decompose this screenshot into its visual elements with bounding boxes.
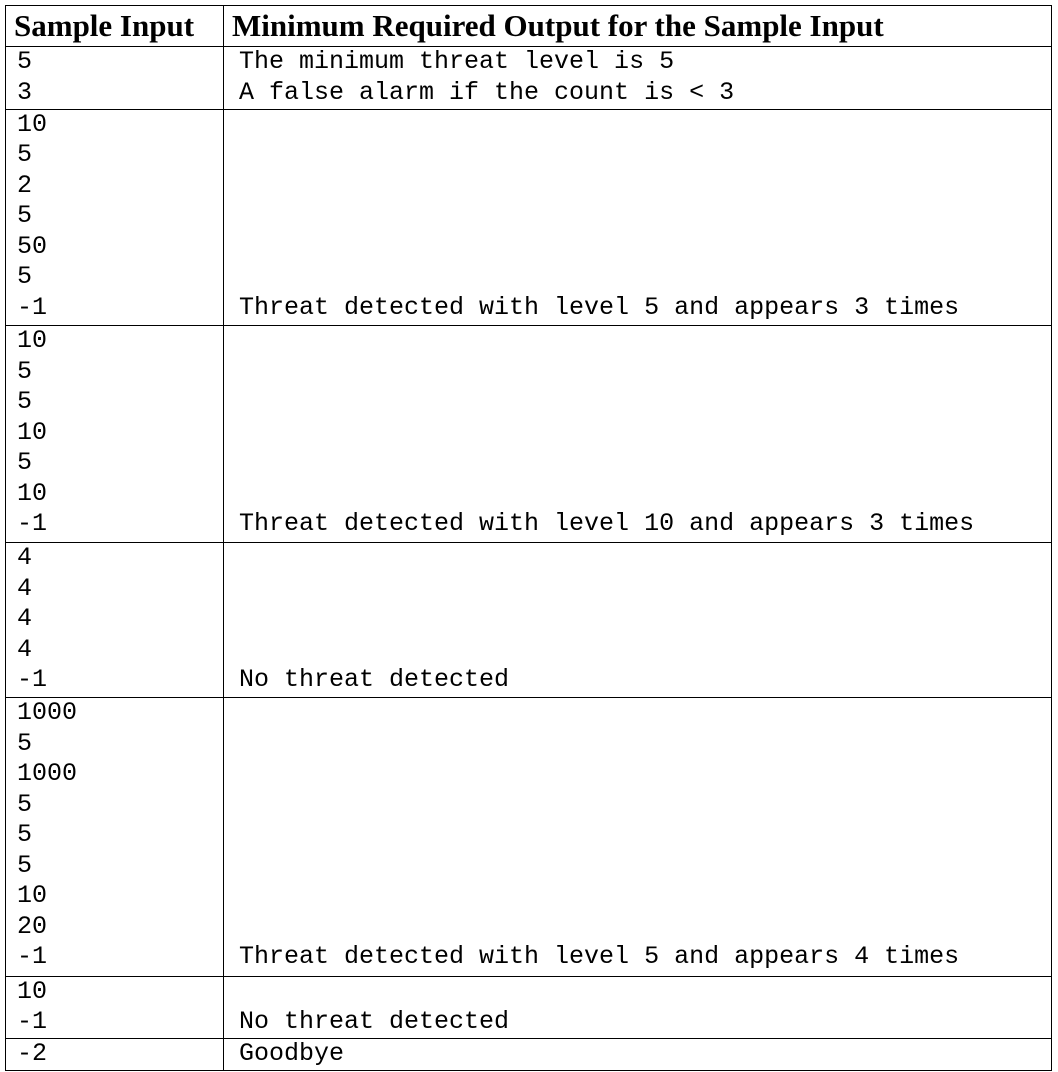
output-line: Goodbye (239, 1039, 345, 1069)
input-line: -1 (17, 665, 48, 695)
input-cell (6, 326, 224, 543)
output-line: Threat detected with level 5 and appears 3 times (239, 292, 960, 322)
output-line: A false alarm if the count is < 3 (239, 77, 735, 107)
output-line: Threat detected with level 5 and appears 4 times (239, 942, 960, 972)
table-row (6, 326, 1052, 543)
output-cell (224, 109, 1052, 326)
input-line: 4 (17, 543, 33, 573)
table-body (6, 47, 1052, 1071)
input-line: -2 (17, 1039, 48, 1069)
input-line: 5 (17, 262, 33, 292)
output-cell (224, 1039, 1052, 1071)
input-line: -1 (17, 509, 48, 539)
output-cell (224, 47, 1052, 110)
output-line: No threat detected (239, 665, 510, 695)
header-sample-input: Sample Input (6, 6, 224, 47)
output-cell (224, 543, 1052, 698)
input-line: 5 (17, 387, 33, 417)
input-line: -1 (17, 292, 48, 322)
input-line: 4 (17, 573, 33, 603)
input-line: 10 (17, 881, 48, 911)
input-line: 10 (17, 478, 48, 508)
input-line: 3 (17, 77, 33, 107)
output-cell (224, 976, 1052, 1039)
output-line: Threat detected with level 10 and appears 3 times (239, 509, 975, 539)
input-line: -1 (17, 1007, 48, 1036)
input-line: 5 (17, 356, 33, 386)
table-row (6, 698, 1052, 976)
input-line: 5 (17, 728, 33, 758)
table-row (6, 47, 1052, 110)
output-cell (224, 698, 1052, 976)
sample-io-table (5, 5, 1052, 1071)
input-cell (6, 1039, 224, 1071)
output-line: No threat detected (239, 1007, 510, 1036)
table-row (6, 976, 1052, 1039)
input-line: 1000 (17, 698, 78, 728)
table-row (6, 1039, 1052, 1071)
input-cell (6, 47, 224, 110)
input-line: 10 (17, 326, 48, 356)
input-line: 5 (17, 850, 33, 880)
input-line: 2 (17, 170, 33, 200)
input-line: 5 (17, 448, 33, 478)
input-cell (6, 698, 224, 976)
input-line: -1 (17, 942, 48, 972)
header-required-output: Minimum Required Output for the Sample Input (224, 6, 1052, 47)
input-line: 20 (17, 911, 48, 941)
table-row (6, 109, 1052, 326)
header-row (6, 6, 1052, 47)
input-line: 5 (17, 789, 33, 819)
input-line: 1000 (17, 759, 78, 789)
input-line: 4 (17, 634, 33, 664)
output-cell (224, 326, 1052, 543)
table-row (6, 543, 1052, 698)
input-line: 5 (17, 820, 33, 850)
input-cell (6, 109, 224, 326)
input-line: 10 (17, 417, 48, 447)
input-line: 5 (17, 140, 33, 170)
output-line: The minimum threat level is 5 (239, 47, 675, 76)
input-line: 5 (17, 201, 33, 231)
input-line: 4 (17, 604, 33, 634)
input-line: 50 (17, 231, 48, 261)
input-line: 5 (17, 47, 33, 76)
input-line: 10 (17, 976, 48, 1006)
input-cell (6, 543, 224, 698)
input-cell (6, 976, 224, 1039)
input-line: 10 (17, 109, 48, 139)
